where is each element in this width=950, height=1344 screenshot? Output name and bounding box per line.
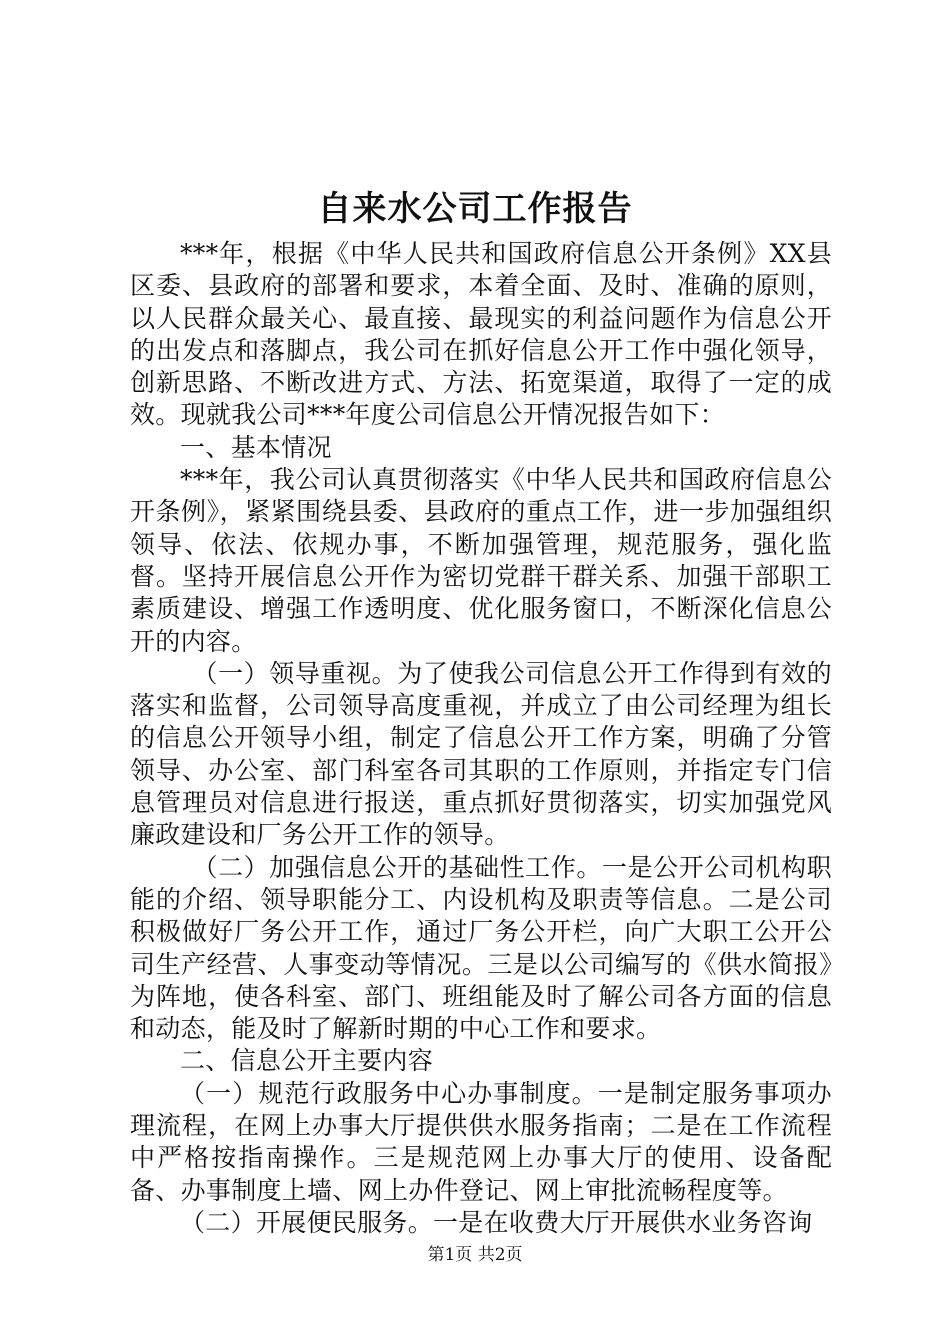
page-number-footer: 第1页 共2页 xyxy=(427,1245,523,1265)
intro-paragraph: ***年，根据《中华人民共和国政府信息公开条例》XX县区委、县政府的部署和要求，本着全面、及时、准确的原则，以人民群众最关心、最直接、最现实的利益问题作为信息公开的出发点和落脚点，我公司在抓好信息公开工作中强化领导，创新思路、不断改进方式、方法、拓宽渠道，取得了一定的成效。现就我公司***年度公司信息公开情况报告如下： xyxy=(130,239,832,430)
convenience-service-paragraph: （二）开展便民服务。一是在收费大厅开展供水业务咨询 xyxy=(180,1207,813,1237)
foundation-work-paragraph: （二）加强信息公开的基础性工作。一是公开公司机构职能的介绍、领导职能分工、内设机构及职责等信息。二是公司积极做好厂务公开工作，通过厂务公开栏，向广大职工公开公司生产经营、人事变动等情况。三是以公司编写的《供水简报》为阵地，使各科室、部门、班组能及时了解公司各方面的信息和动态，能及时了解新时期的中心工作和要求。 xyxy=(130,852,832,1044)
document-title: 自来水公司工作报告 xyxy=(317,189,633,229)
leadership-paragraph: （一）领导重视。为了使我公司信息公开工作得到有效的落实和监督，公司领导高度重视，并成立了由公司经理为组长的信息公开领导小组，制定了信息公开工作方案，明确了分管领导、办公室、部门科室各司其职的工作原则，并指定专门信息管理员对信息进行报送，重点抓好贯彻落实，切实加强党风廉政建设和厂务公开工作的领导。 xyxy=(130,658,832,850)
basic-situation-paragraph: ***年，我公司认真贯彻落实《中华人民共和国政府信息公开条例》，紧紧围绕县委、县政府的重点工作，进一步加强组织领导、依法、依规办事，不断加强管理，规范服务，强化监督。坚持开展信息公开作为密切党群干群关系、加强干部职工素质建设、增强工作透明度、优化服务窗口，不断深化信息公开的内容。 xyxy=(130,465,832,656)
service-center-paragraph: （一）规范行政服务中心办事制度。一是制定服务事项办理流程，在网上办事大厅提供供水服务指南；二是在工作流程中严格按指南操作。三是规范网上办事大厅的使用、设备配备、办事制度上墙、网上办件登记、网上审批流畅程度等。 xyxy=(130,1078,832,1205)
document-body xyxy=(130,238,832,1239)
section-heading-basic: 一、基本情况 xyxy=(180,432,332,462)
section-heading-content: 二、信息公开主要内容 xyxy=(180,1046,434,1076)
